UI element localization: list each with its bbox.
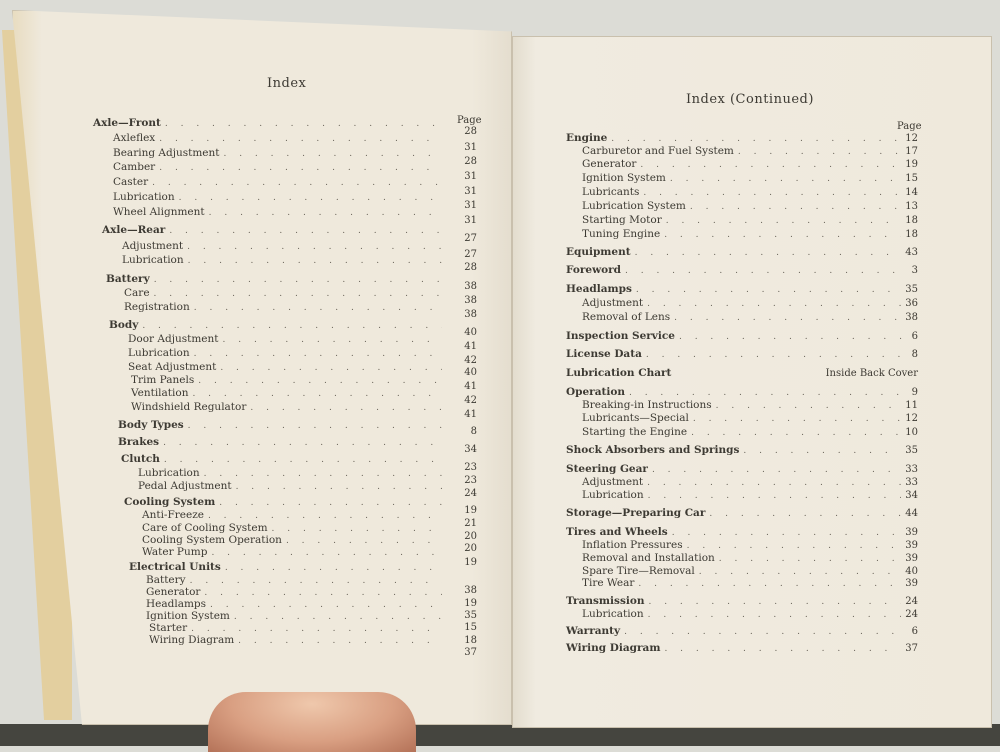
dot-leader xyxy=(643,188,901,198)
dot-leader xyxy=(635,248,902,258)
index-entry xyxy=(128,361,442,373)
index-entry-label: Axle—Rear xyxy=(102,224,166,236)
index-entry xyxy=(102,224,442,236)
page-number: 18 xyxy=(464,635,477,646)
index-entry xyxy=(113,132,442,144)
dot-leader xyxy=(679,332,908,342)
dot-leader xyxy=(625,266,908,276)
index-entry xyxy=(566,283,918,295)
page-number: 44 xyxy=(905,508,918,519)
index-entry xyxy=(128,333,442,345)
index-entry xyxy=(149,634,442,646)
index-entry-label: Battery xyxy=(106,273,150,285)
index-entry-label: Cooling System Operation xyxy=(142,534,282,546)
dot-leader xyxy=(225,563,442,573)
index-entry-label: Operation xyxy=(566,386,625,398)
page-number: 33 xyxy=(905,477,918,488)
index-entry-label: Adjustment xyxy=(582,297,644,309)
dot-leader xyxy=(219,498,442,508)
index-entry xyxy=(146,610,442,622)
index-entry xyxy=(566,330,918,342)
left-page-title: Index xyxy=(267,76,307,91)
dot-leader xyxy=(209,208,442,218)
dot-leader xyxy=(194,303,442,313)
page-number: 37 xyxy=(905,643,918,654)
dot-leader xyxy=(652,465,901,475)
page-number: 42 xyxy=(464,395,477,406)
index-entry-label: Lubrication xyxy=(113,191,175,203)
index-entry-label: Generator xyxy=(146,586,201,598)
dot-leader xyxy=(674,313,901,323)
page-number: 36 xyxy=(905,298,918,309)
page-number: 12 xyxy=(905,133,918,144)
index-entry-label: Windshield Regulator xyxy=(131,401,247,413)
index-entry xyxy=(131,387,442,399)
index-entry xyxy=(128,347,442,359)
index-entry xyxy=(566,348,918,360)
index-entry-label: Foreword xyxy=(566,264,622,276)
index-entry xyxy=(566,507,918,519)
page-number: 41 xyxy=(464,381,477,392)
index-entry xyxy=(131,401,442,413)
left-page-column-header: Page xyxy=(457,115,482,126)
dot-leader xyxy=(159,163,442,173)
dot-leader xyxy=(666,216,902,226)
index-entry xyxy=(142,509,442,521)
index-entry-label: Warranty xyxy=(566,625,621,637)
index-entry xyxy=(118,419,442,431)
page-number: 28 xyxy=(464,126,477,137)
dot-leader xyxy=(169,226,442,236)
index-entry xyxy=(582,172,918,184)
index-entry-label: Anti-Freeze xyxy=(142,509,204,521)
thumb xyxy=(208,692,416,752)
page-number: Inside Back Cover xyxy=(825,368,918,379)
page-number: 39 xyxy=(905,553,918,564)
page-number: 31 xyxy=(464,186,477,197)
page-number: 11 xyxy=(905,400,918,411)
page-number: 6 xyxy=(911,626,918,637)
index-entry xyxy=(146,586,442,598)
page-number: 18 xyxy=(905,215,918,226)
page-number: 38 xyxy=(464,295,477,306)
dot-leader xyxy=(223,335,442,345)
index-entry xyxy=(113,191,442,203)
index-entry-label: Ignition System xyxy=(582,172,666,184)
index-entry xyxy=(142,522,442,534)
page-number: 37 xyxy=(464,647,477,658)
index-entry xyxy=(122,254,442,266)
dot-leader xyxy=(192,389,442,399)
dot-leader xyxy=(152,178,442,188)
page-number: 39 xyxy=(905,578,918,589)
index-entry xyxy=(131,374,442,386)
index-entry xyxy=(582,399,918,411)
index-entry xyxy=(142,534,442,546)
index-entry xyxy=(113,161,442,173)
dot-leader xyxy=(647,478,901,488)
index-entry-label: Lubrication Chart xyxy=(566,367,672,379)
index-entry xyxy=(582,426,918,438)
index-entry xyxy=(582,565,918,577)
index-entry xyxy=(113,206,442,218)
page-number: 35 xyxy=(464,610,477,621)
index-entry-label: Trim Panels xyxy=(131,374,195,386)
dot-leader xyxy=(629,388,908,398)
dot-leader xyxy=(638,579,901,589)
dot-leader xyxy=(743,446,901,456)
index-entry-label: Starting Motor xyxy=(582,214,662,226)
dot-leader xyxy=(188,256,442,266)
index-entry xyxy=(582,200,918,212)
page-number: 27 xyxy=(464,233,477,244)
dot-leader xyxy=(191,624,442,634)
index-entry-label: Starting the Engine xyxy=(582,426,688,438)
index-entry-label: Lubrication System xyxy=(582,200,686,212)
index-entry-label: Cooling System xyxy=(124,496,216,508)
page-number: 13 xyxy=(905,201,918,212)
index-entry-label: Lubrication xyxy=(582,608,644,620)
page-number: 31 xyxy=(464,215,477,226)
page-number: 38 xyxy=(464,585,477,596)
index-entry-label: Storage—Preparing Car xyxy=(566,507,706,519)
page-number: 15 xyxy=(905,173,918,184)
index-entry-label: Breaking-in Instructions xyxy=(582,399,712,411)
page-number: 38 xyxy=(464,309,477,320)
index-entry xyxy=(582,476,918,488)
index-entry-label: Starter xyxy=(149,622,188,634)
dot-leader xyxy=(234,612,442,622)
index-entry xyxy=(122,240,442,252)
dot-leader xyxy=(159,134,442,144)
index-entry-label: Lubrication xyxy=(582,489,644,501)
dot-leader xyxy=(719,554,901,564)
dot-leader xyxy=(223,149,442,159)
index-entry-label: Wheel Alignment xyxy=(113,206,205,218)
page-number: 41 xyxy=(464,409,477,420)
index-entry-label: License Data xyxy=(566,348,642,360)
index-entry-label: Lubrication xyxy=(122,254,184,266)
index-entry-label: Body Types xyxy=(118,419,184,431)
page-number: 31 xyxy=(464,171,477,182)
index-entry xyxy=(138,467,442,479)
index-entry xyxy=(113,176,442,188)
index-entry xyxy=(582,608,918,620)
dot-leader xyxy=(154,289,442,299)
index-entry-label: Registration xyxy=(124,301,190,313)
dot-leader xyxy=(164,455,442,465)
index-entry-label: Clutch xyxy=(121,453,160,465)
index-entry xyxy=(149,622,442,634)
index-entry xyxy=(113,147,442,159)
index-entry-label: Lubricants—Special xyxy=(582,412,689,424)
dot-leader xyxy=(640,160,901,170)
index-entry-label: Equipment xyxy=(566,246,631,258)
page-number: 27 xyxy=(464,249,477,260)
dot-leader xyxy=(690,202,901,212)
index-entry xyxy=(582,577,918,589)
index-entry xyxy=(566,246,918,258)
index-entry-label: Wiring Diagram xyxy=(149,634,235,646)
index-entry-label: Adjustment xyxy=(582,476,644,488)
index-entry-label: Ventilation xyxy=(131,387,189,399)
page-number: 19 xyxy=(464,557,477,568)
page-number: 24 xyxy=(905,596,918,607)
index-entry-label: Battery xyxy=(146,574,186,586)
page-number: 28 xyxy=(464,156,477,167)
dot-leader xyxy=(624,627,907,637)
index-entry-label: Wiring Diagram xyxy=(566,642,661,654)
index-entry xyxy=(566,595,918,607)
index-entry-label: Caster xyxy=(113,176,149,188)
dot-leader xyxy=(211,548,442,558)
page-number: 39 xyxy=(905,527,918,538)
index-entry xyxy=(582,297,918,309)
page-number: 14 xyxy=(905,187,918,198)
dot-leader xyxy=(190,576,442,586)
dot-leader xyxy=(286,536,442,546)
page-number: 41 xyxy=(464,341,477,352)
dot-leader xyxy=(142,321,442,331)
index-entry-label: Seat Adjustment xyxy=(128,361,217,373)
index-entry-label: Ignition System xyxy=(146,610,230,622)
dot-leader xyxy=(664,230,901,240)
page-number: 28 xyxy=(464,262,477,273)
dot-leader xyxy=(648,610,902,620)
index-entry-label: Care of Cooling System xyxy=(142,522,268,534)
page-number: 15 xyxy=(464,622,477,633)
dot-leader xyxy=(272,524,442,534)
page-number: 34 xyxy=(905,490,918,501)
index-entry-label: Body xyxy=(109,319,139,331)
page-number: 21 xyxy=(464,518,477,529)
index-entry xyxy=(121,453,442,465)
page-number: 23 xyxy=(464,475,477,486)
index-entry xyxy=(566,444,918,456)
dot-leader xyxy=(204,588,442,598)
page-number: 17 xyxy=(905,146,918,157)
page-number: 31 xyxy=(464,142,477,153)
dot-leader xyxy=(738,147,901,157)
index-entry xyxy=(566,264,918,276)
index-entry-label: Lubrication xyxy=(128,347,190,359)
index-entry xyxy=(582,552,918,564)
index-entry xyxy=(93,117,442,129)
page-number: 18 xyxy=(905,229,918,240)
page-number: 35 xyxy=(905,284,918,295)
dot-leader xyxy=(691,428,901,438)
page-number: 33 xyxy=(905,464,918,475)
page-number: 20 xyxy=(464,531,477,542)
index-entry-label: Axle—Front xyxy=(93,117,161,129)
page-number: 6 xyxy=(911,331,918,342)
index-entry-label: Axleflex xyxy=(113,132,156,144)
index-entry-label: Inflation Pressures xyxy=(582,539,683,551)
dot-leader xyxy=(250,403,442,413)
index-entry-label: Transmission xyxy=(566,595,645,607)
index-entry xyxy=(566,642,918,654)
index-entry xyxy=(582,489,918,501)
index-entry-label: Tuning Engine xyxy=(582,228,661,240)
index-entry xyxy=(124,287,442,299)
index-entry xyxy=(129,561,442,573)
index-entry xyxy=(124,301,442,313)
dot-leader xyxy=(647,299,901,309)
dot-leader xyxy=(611,134,901,144)
dot-leader xyxy=(194,349,442,359)
page-number: 24 xyxy=(905,609,918,620)
index-entry-label: Lubrication xyxy=(138,467,200,479)
index-entry xyxy=(566,526,918,538)
page-number: 10 xyxy=(905,427,918,438)
right-page-title: Index (Continued) xyxy=(686,92,814,107)
index-entry xyxy=(124,496,442,508)
page-number: 24 xyxy=(464,488,477,499)
dot-leader xyxy=(220,363,442,373)
page-number: 8 xyxy=(911,349,918,360)
page-number: 12 xyxy=(905,413,918,424)
index-entry-label: Generator xyxy=(582,158,637,170)
dot-leader xyxy=(188,421,442,431)
page-number: 40 xyxy=(464,367,477,378)
page-number: 19 xyxy=(905,159,918,170)
dot-leader xyxy=(709,509,901,519)
index-entry xyxy=(118,436,442,448)
index-entry-label: Brakes xyxy=(118,436,160,448)
index-entry xyxy=(566,625,918,637)
dot-leader xyxy=(716,401,902,411)
index-entry-label: Carburetor and Fuel System xyxy=(582,145,734,157)
index-entry xyxy=(582,214,918,226)
index-entry xyxy=(109,319,442,331)
page-number: 39 xyxy=(905,540,918,551)
page-number: 35 xyxy=(905,445,918,456)
index-entry xyxy=(582,228,918,240)
dot-leader xyxy=(687,541,902,551)
index-entry xyxy=(138,480,442,492)
index-entry-label: Adjustment xyxy=(122,240,184,252)
index-entry-label: Engine xyxy=(566,132,608,144)
dot-leader xyxy=(672,528,902,538)
page-number: 42 xyxy=(464,355,477,366)
index-entry-label: Bearing Adjustment xyxy=(113,147,220,159)
index-entry-label: Electrical Units xyxy=(129,561,221,573)
index-entry xyxy=(566,132,918,144)
index-entry xyxy=(566,367,918,379)
index-entry xyxy=(582,412,918,424)
dot-leader xyxy=(154,275,442,285)
index-entry-label: Shock Absorbers and Springs xyxy=(566,444,740,456)
index-entry-label: Removal and Installation xyxy=(582,552,715,564)
dot-leader xyxy=(208,511,442,521)
right-page-column-header: Page xyxy=(897,121,922,132)
index-entry xyxy=(582,145,918,157)
index-entry-label: Door Adjustment xyxy=(128,333,219,345)
dot-leader xyxy=(699,567,901,577)
dot-leader xyxy=(648,597,901,607)
index-entry xyxy=(582,539,918,551)
index-entry xyxy=(566,463,918,475)
dot-leader xyxy=(693,414,901,424)
index-entry-label: Removal of Lens xyxy=(582,311,671,323)
index-entry-label: Steering Gear xyxy=(566,463,648,475)
index-entry xyxy=(146,598,442,610)
dot-leader xyxy=(646,350,908,360)
dot-leader xyxy=(238,636,442,646)
index-entry-label: Headlamps xyxy=(566,283,632,295)
page-number: 43 xyxy=(905,247,918,258)
dot-leader xyxy=(198,376,442,386)
page-number: 31 xyxy=(464,200,477,211)
page-number: 3 xyxy=(911,265,918,276)
index-entry-label: Headlamps xyxy=(146,598,207,610)
index-entry xyxy=(566,386,918,398)
dot-leader xyxy=(670,174,901,184)
page-number: 40 xyxy=(905,566,918,577)
index-entry-label: Lubricants xyxy=(582,186,640,198)
index-entry xyxy=(582,311,918,323)
page-number: 8 xyxy=(470,426,477,437)
page-number: 34 xyxy=(464,444,477,455)
page-number: 38 xyxy=(905,312,918,323)
dot-leader xyxy=(648,491,902,501)
dot-leader xyxy=(165,119,442,129)
index-entry-label: Spare Tire—Removal xyxy=(582,565,695,577)
index-entry-label: Inspection Service xyxy=(566,330,675,342)
dot-leader xyxy=(187,242,442,252)
page-number: 20 xyxy=(464,543,477,554)
page-number: 38 xyxy=(464,281,477,292)
dot-leader xyxy=(210,600,442,610)
index-entry xyxy=(582,158,918,170)
index-entry xyxy=(582,186,918,198)
index-entry-label: Camber xyxy=(113,161,156,173)
index-entry xyxy=(142,546,442,558)
page-number: 40 xyxy=(464,327,477,338)
dot-leader xyxy=(664,644,901,654)
page-number: 19 xyxy=(464,505,477,516)
page-number: 19 xyxy=(464,598,477,609)
dot-leader xyxy=(179,193,442,203)
dot-leader xyxy=(236,482,442,492)
index-entry-label: Water Pump xyxy=(142,546,208,558)
index-entry-label: Pedal Adjustment xyxy=(138,480,232,492)
index-entry xyxy=(106,273,442,285)
index-entry-label: Tires and Wheels xyxy=(566,526,668,538)
index-entry-label: Tire Wear xyxy=(582,577,635,589)
dot-leader xyxy=(204,469,442,479)
page-number: 9 xyxy=(911,387,918,398)
page-number: 23 xyxy=(464,462,477,473)
index-entry-label: Care xyxy=(124,287,150,299)
dot-leader xyxy=(636,285,901,295)
dot-leader xyxy=(163,438,442,448)
index-entry xyxy=(146,574,442,586)
